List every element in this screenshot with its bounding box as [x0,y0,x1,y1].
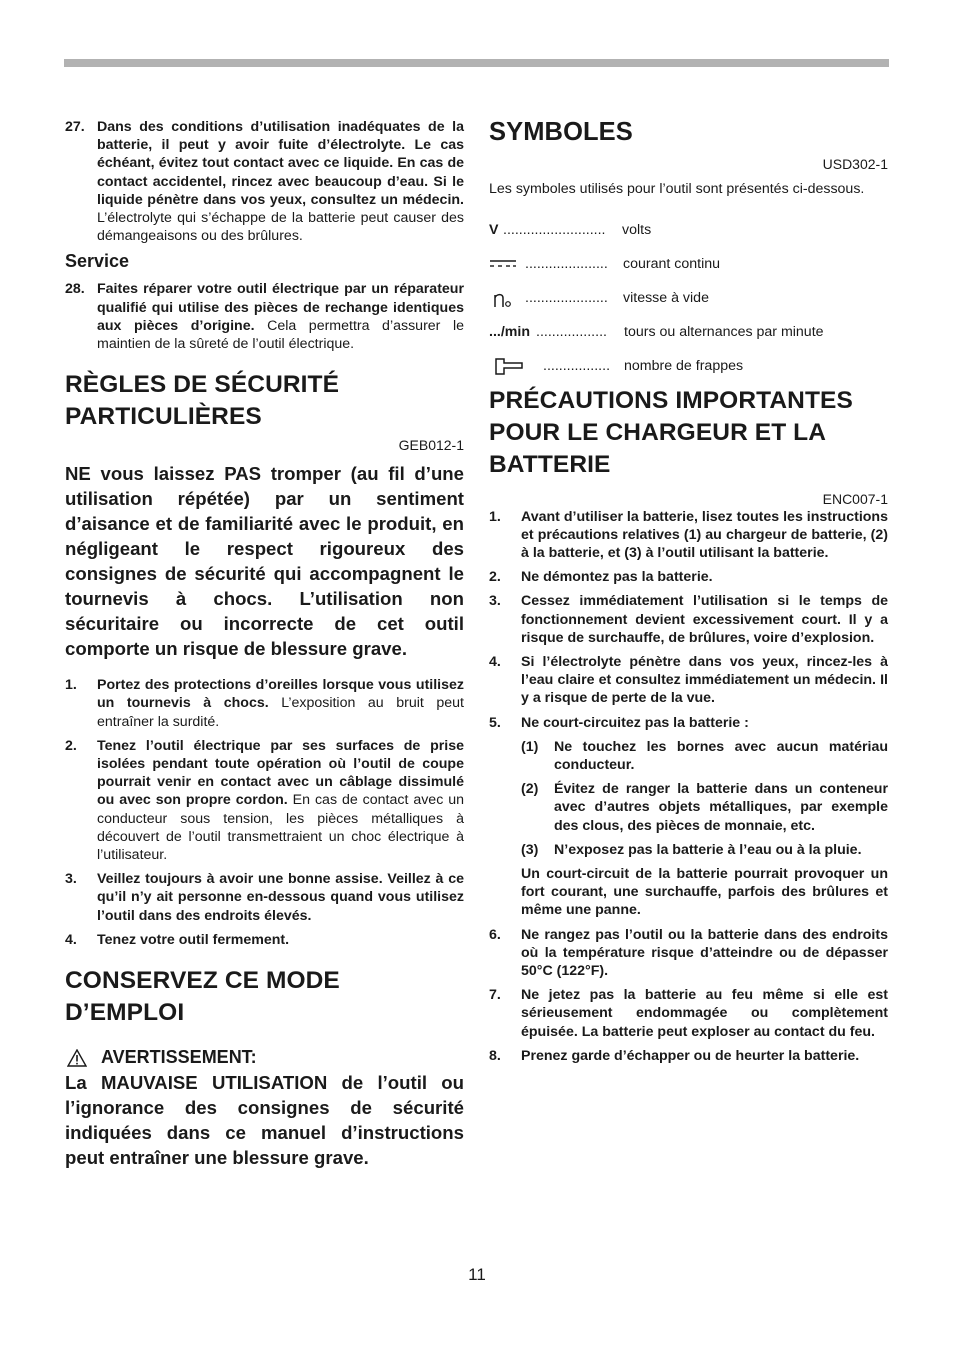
precautions-heading: PRÉCAUTIONS IMPORTANTES POUR LE CHARGEUR ET LA BATTERIE [489,386,853,478]
dc-current-icon [489,259,525,269]
sub-item-3: (3) N’exposez pas la batterie à l’eau ou à la pluie. [521,841,862,858]
rules-lead: NE vous laissez PAS tromper (au fil d’une utilisation répétée) par un sentiment d’aisance et de familiarité avec le produit, en négligeant le respect rigoureux des consignes de sécurité qui accompagnent le tournevis à chocs. L’utilisation non sécuritaire ou incorrecte de cet outil comporte un risque de blessure grave. [65,463,464,660]
service-heading: Service [65,251,130,272]
symbols-code: USD302-1 [822,156,888,172]
header-rule [64,59,889,67]
left-column [65,118,464,1185]
warning-triangle-icon [67,1049,87,1067]
right-column [489,118,888,1071]
symbol-row-per-min: .../min .................. tours ou alternances par minute [489,323,824,340]
rules-code: GEB012-1 [398,437,464,454]
list-item-27: 27. Dans des conditions d’utilisation inadéquates de la batterie, il peut y avoir fuite d’électrolyte. Le cas échéant, évitez tout contact avec ce liquide. En cas de contact accidentel, rincez avec beaucoup d’eau. Si le liquide pénètre dans vos yeux, consultez un médecin. L’électrolyte qui s’échappe de la batterie peut causer des démangeaisons ou des brûlures. [65,119,464,245]
symbols-intro: Les symboles utilisés pour l’outil sont présentés ci-dessous. [489,181,865,197]
precaution-item-8: 8. Prenez garde d’échapper ou de heurter la batterie. [489,1047,860,1064]
warning-label: AVERTISSEMENT: [101,1047,257,1068]
precaution-item-3: 3. Cessez immédiatement l’utilisation si le temps de fonctionnement devient excessivement court. Il y a risque de surchauffe, de brûlures, voire d’explosion. [489,593,888,646]
symbols-heading: SYMBOLES [489,118,633,146]
rules-heading: RÈGLES DE SÉCURITÉ PARTICULIÈRES [65,371,340,431]
rules-item-2: 2. Tenez l’outil électrique par ses surfaces de prise isolées pendant toute opération où l’outil de coupe pourrait venir en contact avec un câblage dissimulé ou avec son propre cordon. En cas de contact avec un conducteur sous tension, les pièces métalliques à découvert de l’outil transmettraient un choc électrique à l’utilisateur. [65,737,464,864]
warning-label-row [65,1047,464,1068]
rules-item-1: 1. Portez des protections d’oreilles lorsque vous utilisez un tournevis à chocs. L’exposition au bruit peut entraîner la surdité. [65,677,464,730]
precaution-item-5: 5. Ne court-circuitez pas la batterie : [489,714,749,731]
precaution-item-6: 6. Ne rangez pas l’outil ou la batterie dans des endroits où la température risque d’atteindre ou de dépasser 50°C (122°F). [489,926,888,979]
rules-item-3: 3. Veillez toujours à avoir une bonne assise. Veillez à ce qu’il n’y ait personne en-dessous quand vous utilisez l’outil dans des endroits élevés. [65,871,464,924]
volts-symbol: V [489,221,499,238]
impact-rate-icon [489,356,543,376]
symbol-row-volts: V .......................... volts [489,221,652,238]
sub-item-1: (1) Ne touchez les bornes avec aucun matériau conducteur. [521,738,888,773]
symbol-row-impact: ................. nombre de frappes [489,349,888,383]
short-circuit-note: Un court-circuit de la batterie pourrait provoquer un fort courant, une surchauffe, parfois des brûlures et même une panne. [521,865,888,919]
symbol-row-dc: ..................... courant continu [489,247,888,281]
rules-item-4: 4. Tenez votre outil fermement. [65,931,290,948]
precaution-item-4: 4. Si l’électrolyte pénètre dans vos yeux, rincez-les à l’eau claire et consultez immédiatement un médecin. Il y a risque de perte de la vue. [489,653,888,707]
sub-item-2: (2) Évitez de ranger la batterie dans un conteneur avec d’autres objets métalliques, par exemple des clous, des pièces de monnaie, etc. [521,781,888,834]
symbol-row-no-load: ..................... vitesse à vide [489,281,888,315]
precaution-item-1: 1. Avant d’utiliser la batterie, lisez toutes les instructions et précautions relatives (1) au chargeur de batterie, (2) à la batterie, et (3) à l’outil utilisant la batterie. [489,508,888,561]
no-load-speed-icon [489,287,525,309]
per-minute-symbol: .../min [489,323,530,340]
warning-text: La MAUVAISE UTILISATION de l’outil ou l’ignorance des consignes de sécurité indiquées dans ce manuel d’instructions peut entraîner une blessure grave. [65,1072,464,1169]
precaution-item-7: 7. Ne jetez pas la batterie au feu même si elle est sérieusement endommagée ou complètement épuisée. La batterie peut exploser au contact du feu. [489,987,888,1040]
precautions-code: ENC007-1 [822,490,888,507]
list-item-28: 28. Faites réparer votre outil électrique par un réparateur qualifié qui utilise des pièces de rechange identiques aux pièces d’origine. Cela permettra d’assurer le maintien de la sûreté de l’outil électrique. [65,281,464,353]
page-number: 11 [468,1265,486,1284]
keep-manual-heading: CONSERVEZ CE MODE D’EMPLOI [65,967,340,1027]
short-circuit-subitems [489,738,888,859]
precaution-item-2: 2. Ne démontez pas la batterie. [489,569,713,586]
